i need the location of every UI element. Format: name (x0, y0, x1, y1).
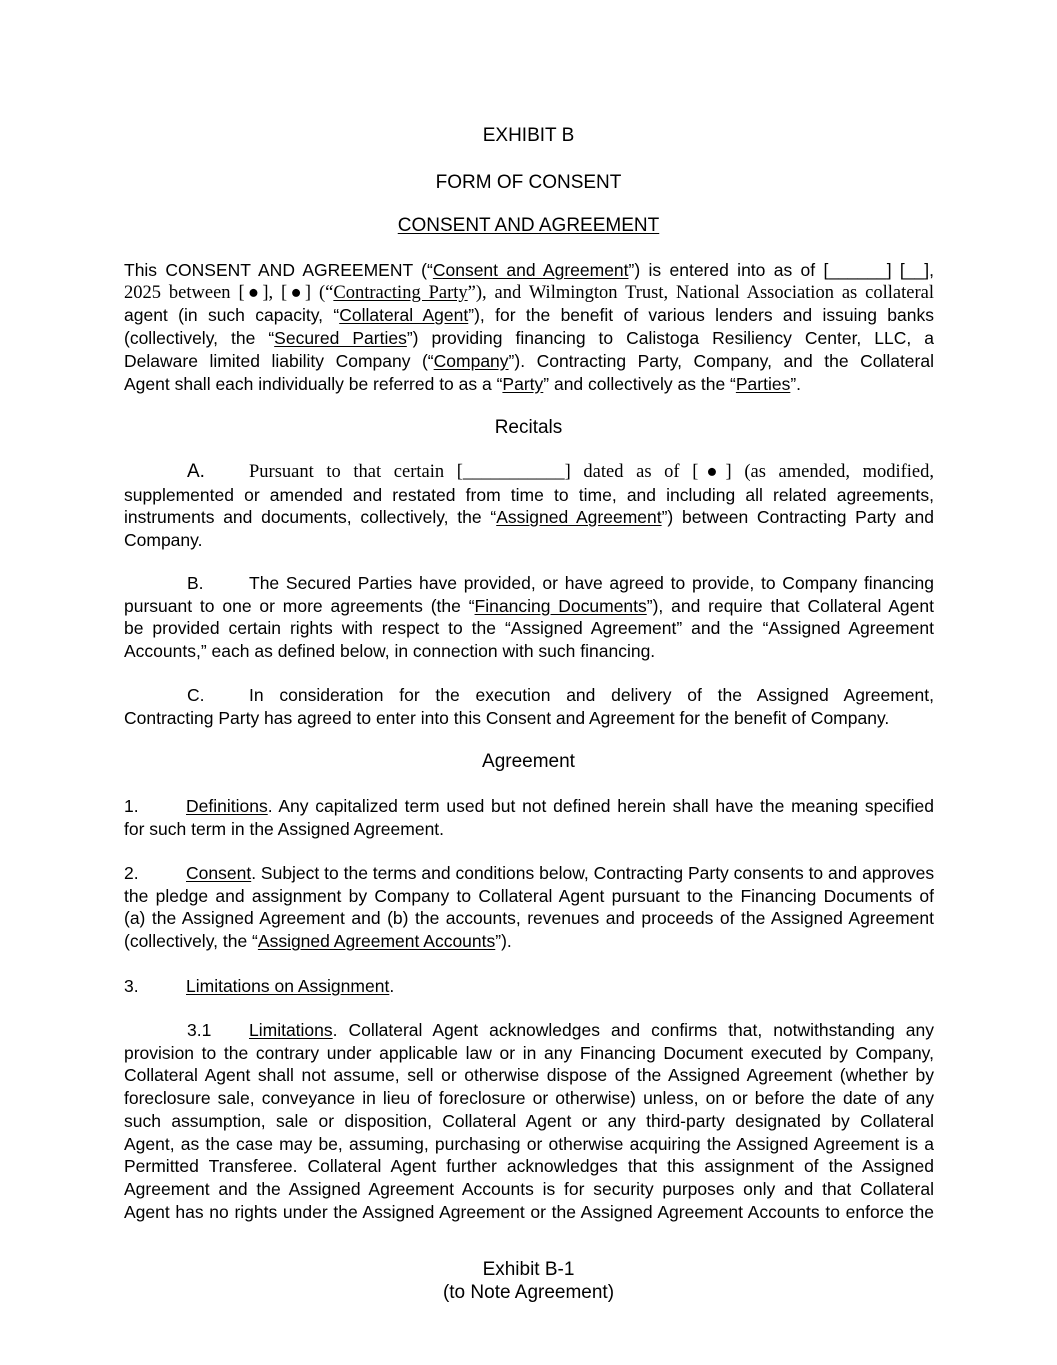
defined-term: Party (502, 373, 544, 394)
recital-line: Contracting Party has agreed to enter into this Consent and Agreement for the benefit of Company. (124, 707, 890, 728)
defined-term: Secured Parties (274, 328, 407, 349)
text: . (389, 976, 395, 996)
text: Agent shall each individually be referred to as a “ (124, 373, 503, 394)
recital-line (124, 506, 934, 529)
section-line: Agent, as the case may be, assuming, purchasing or otherwise acquiring the Assigned Agreement is a (124, 1133, 934, 1154)
defined-term: Collateral Agent (339, 305, 469, 326)
text: ”) between Contracting Party and (661, 507, 934, 528)
text: ”). Contracting Party, Company, and the Collateral (508, 350, 934, 371)
form-heading: FORM OF CONSENT (435, 172, 622, 193)
recital-line: Company. (124, 530, 203, 551)
section-title: Limitations (249, 1020, 333, 1040)
recital-label: B. (187, 573, 204, 593)
defined-term: Company (433, 350, 509, 371)
intro-line (124, 350, 934, 373)
recital-c (124, 684, 934, 729)
text: . Collateral Agent acknowledges and confirms that, notwithstanding any (332, 1020, 934, 1040)
recital-line: be provided certain rights with respect to the “Assigned Agreement” and the “Assigned Agreement (124, 618, 934, 639)
section-line (124, 930, 934, 953)
text: Delaware limited liability Company (“ (124, 350, 434, 371)
recital-line (124, 684, 934, 707)
text: . Any capitalized term used but not defined herein shall have the meaning specified (267, 796, 934, 816)
intro-paragraph (124, 259, 934, 395)
section-number: 3. (124, 976, 139, 996)
section-line: for such term in the Assigned Agreement. (124, 818, 445, 839)
recitals-heading: Recitals (494, 417, 563, 438)
section-title: Consent (186, 863, 252, 883)
text: instruments and documents, collectively, the “ (124, 507, 497, 528)
text: ”) is entered into as of [______] [__], (628, 260, 934, 280)
recital-line (124, 572, 934, 595)
section-number: 1. (124, 796, 139, 816)
defined-term: Consent and Agreement (432, 260, 629, 280)
recital-a (124, 460, 934, 552)
text: ”), for the benefit of various lenders and issuing banks (468, 305, 934, 326)
document-title: CONSENT AND AGREEMENT (397, 215, 660, 236)
section-line: Collateral Agent shall not assume, sell or otherwise dispose of the Assigned Agreement (whether by (124, 1065, 934, 1086)
agreement-heading: Agreement (482, 751, 575, 772)
defined-term: Assigned Agreement Accounts (257, 931, 496, 952)
section-line: provision to the contrary under applicable law or in any Financing Document executed by Company, (124, 1042, 934, 1063)
section-line: the pledge and assignment by Company to Collateral Agent pursuant to the Financing Documents of (124, 885, 934, 906)
recital-line: supplemented or amended and restated from time to time, and including all related agreements, (124, 484, 934, 505)
text: . Subject to the terms and conditions below, Contracting Party consents to and approves (251, 863, 935, 883)
text: (collectively, the “ (124, 931, 258, 952)
section-3-1 (124, 1019, 934, 1223)
recital-line (124, 595, 934, 618)
section-3 (124, 975, 934, 998)
defined-term: Financing Documents (474, 595, 647, 616)
section-title: Definitions (186, 796, 268, 816)
defined-term: Assigned Agreement (496, 507, 662, 528)
intro-line (124, 282, 934, 305)
defined-term: Parties (735, 373, 791, 394)
section-line: such assumption, sale or disposition, Collateral Agent or any third-party designated by Collateral (124, 1110, 934, 1131)
footer-exhibit: Exhibit B-1 (482, 1259, 575, 1280)
intro-line (124, 304, 934, 327)
recital-b (124, 572, 934, 663)
section-2 (124, 862, 934, 953)
text: ”). (495, 931, 512, 952)
recital-line: Accounts,” each as defined below, in connection with such financing. (124, 641, 656, 662)
section-1 (124, 795, 934, 840)
intro-line (124, 373, 934, 396)
text: 2025 between [●], [●] (“ (124, 282, 334, 303)
section-line: foreclosure sale, conveyance in lieu of foreclosure or otherwise) unless, on or before the date of any (124, 1088, 934, 1109)
text: The Secured Parties have provided, or have agreed to provide, to Company financing (249, 573, 934, 593)
text: In consideration for the execution and delivery of the Assigned Agreement, (249, 685, 934, 705)
text: agent (in such capacity, “ (124, 305, 340, 326)
title-wrapper (0, 214, 1057, 237)
recital-line (124, 460, 934, 484)
text: ” and collectively as the “ (543, 373, 736, 394)
section-title: Limitations on Assignment (186, 976, 390, 996)
text: Pursuant to that certain [___________] dated as of [●] (as amended, modified, (249, 462, 934, 482)
intro-line (124, 259, 934, 282)
text: ”) providing financing to Calistoga Resiliency Center, LLC, a (406, 328, 934, 349)
footer-subtitle: (to Note Agreement) (442, 1282, 615, 1303)
text: This CONSENT AND AGREEMENT (“ (124, 260, 433, 280)
recital-label: C. (187, 685, 205, 705)
text: ”), and require that Collateral Agent (646, 595, 934, 616)
section-line: Agreement and the Assigned Agreement Accounts is for security purposes only and that Collateral (124, 1178, 934, 1199)
section-line (124, 1019, 934, 1042)
text: ”), and Wilmington Trust, National Association as collateral (467, 282, 934, 303)
section-line: Permitted Transferee. Collateral Agent further acknowledges that this assignment of the Assigned (124, 1156, 934, 1177)
defined-term: Contracting Party (333, 282, 468, 303)
section-line: Agent has no rights under the Assigned Agreement or the Assigned Agreement Accounts to enforce the (124, 1201, 934, 1222)
intro-line (124, 327, 934, 350)
section-line (124, 795, 934, 818)
text: ”. (790, 373, 802, 394)
text: pursuant to one or more agreements (the “ (124, 595, 475, 616)
section-number: 3.1 (187, 1020, 212, 1040)
section-number: 2. (124, 863, 139, 883)
exhibit-heading: EXHIBIT B (482, 125, 575, 146)
section-line (124, 862, 934, 885)
text: (collectively, the “ (124, 328, 275, 349)
recital-label: A. (187, 461, 205, 482)
section-line: (a) the Assigned Agreement and (b) the accounts, revenues and proceeds of the Assigned Agreement (124, 908, 934, 929)
section-line (124, 975, 934, 998)
